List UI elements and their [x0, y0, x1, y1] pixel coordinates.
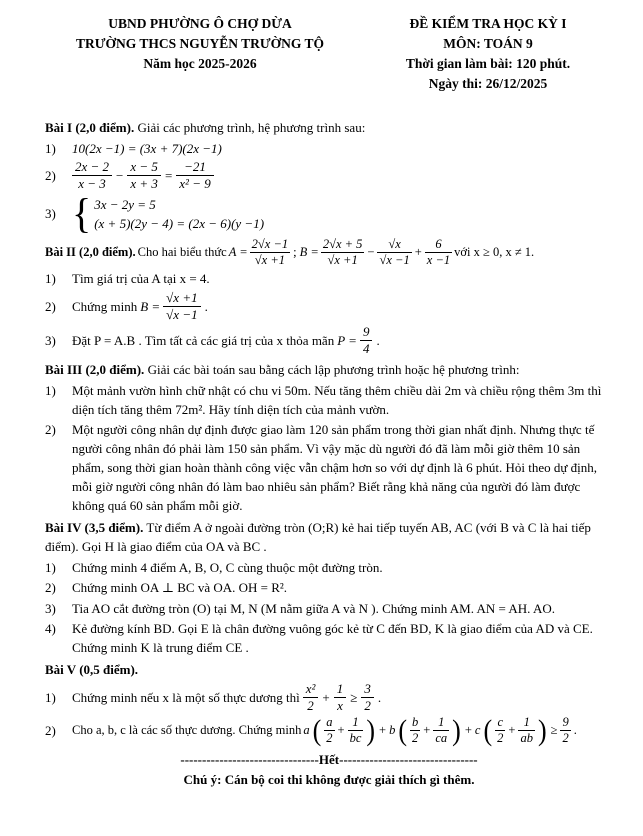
item-text: Chứng minh OA ⊥ BC và OA. OH = R². — [72, 580, 288, 595]
item-number: 3) — [45, 600, 56, 616]
fraction: $\frac{1}{bc}$ — [349, 715, 362, 745]
bai-3-item-1 — [45, 381, 613, 419]
geq-sign: ≥ — [350, 689, 358, 705]
item-number: 1) — [45, 559, 56, 575]
bai-1-item-2 — [45, 159, 613, 192]
bai-3-heading — [45, 360, 613, 379]
bai-1-intro: Giải các phương trình, hệ phương trình sau: — [137, 120, 366, 135]
bai-4-title: Bài IV (3,5 điểm). — [45, 520, 144, 535]
school-year: Năm học 2025-2026 — [143, 56, 257, 71]
bai-5-item-2 — [45, 715, 613, 746]
system-equation-1: 3x − 2y = 5 — [94, 196, 156, 212]
item-number: 1) — [45, 382, 56, 398]
close-paren: ) — [366, 713, 376, 747]
item-number: 2) — [45, 422, 56, 437]
bai-4-item-4 — [45, 619, 613, 657]
fraction: $\frac{3}{2}$ — [361, 681, 374, 714]
expr-a-lhs: A = — [228, 244, 248, 259]
open-paren: ( — [312, 713, 322, 747]
minus-sign: − — [116, 168, 124, 183]
section-bai-4 — [45, 518, 613, 657]
school-info-block — [45, 14, 355, 94]
fraction: $\frac{9}{4}$ — [360, 324, 373, 357]
item-number: 4) — [45, 621, 56, 636]
bai-1-heading — [45, 118, 613, 137]
item-text: Một mảnh vườn hình chữ nhật có chu vi 50m. Nếu tăng thêm chiều dài 2m và chiều rộng thêm 3m thì diện tích tăng thêm 72m². Hãy tính diện tích của mảnh vườn. — [72, 382, 602, 417]
item-text: Chứng minh — [72, 298, 138, 314]
bai-5-heading — [45, 660, 613, 679]
bai-3-item-2 — [45, 420, 613, 515]
geq-sign: ≥ — [550, 723, 558, 737]
equation — [72, 159, 613, 192]
system-equation-2: (x + 5)(2y − 4) = (2x − 6)(y −1) — [94, 215, 265, 231]
end-divider — [45, 750, 613, 769]
fraction: $\frac{√x}{√x -1}$ — [379, 236, 410, 267]
bai-5-title: Bài V (0,5 điểm). — [45, 662, 139, 677]
item-text: Kẻ đường kính BD. Gọi E là chân đường vuông góc kẻ từ C đến BD, K là giao điểm của AD và CE. Chứng minh K là trung điểm CE . — [72, 621, 593, 655]
open-paren: ( — [483, 713, 493, 747]
period: . — [376, 333, 380, 348]
bai-2-item-1 — [45, 269, 613, 288]
bai-2-heading — [45, 237, 613, 268]
bai-1-item-1 — [45, 139, 613, 158]
item-text: Tìm giá trị của A tại x = 4. — [72, 271, 210, 286]
plus-sign: + — [464, 723, 472, 737]
exam-duration: Thời gian làm bài: 120 phút. — [405, 56, 571, 71]
plus-sign: + — [508, 723, 516, 737]
equation: 10(2x −1) = (3x + 7)(2x −1) — [72, 140, 222, 156]
divider-dashes-left: -------------------------------- — [180, 752, 319, 767]
bai-2-title: Bài II (2,0 điểm). — [45, 244, 136, 259]
fraction: $\frac{2√x + 5}{√x +1}$ — [322, 236, 363, 267]
bai-2-item-3 — [45, 324, 613, 357]
plus-sign: + — [414, 244, 422, 259]
item-number: 2) — [45, 723, 56, 738]
item-number: 1) — [45, 140, 56, 156]
expr-b-lhs: B = — [299, 244, 319, 259]
period: . — [573, 723, 577, 737]
plus-sign: + — [322, 689, 330, 705]
fraction: $\frac{c}{2}$ — [497, 715, 504, 745]
section-bai-2 — [45, 237, 613, 358]
bai-5-item-1 — [45, 681, 613, 714]
equation-system — [72, 189, 613, 237]
item-number: 3) — [45, 206, 56, 221]
fraction: $\frac{1}{ab}$ — [520, 715, 533, 745]
plus-sign: + — [337, 723, 345, 737]
item-text: Một người công nhân dự định được giao làm 120 sản phẩm trong thời gian nhất định. Nhưng thực tế người công nhân đó phải làm 150 sản phẩm. Vì vậy mặc dù người đó đã làm mỗi giờ thêm 10 sản phẩm, song thời gian hoàn thành công việc vẫn chậm hơn so với dự định là 6 phút. Hỏi theo dự định, mỗi giờ người công nhân đó làm bao nhiêu sản phẩm? Biết rằng khả năng của người đó làm được không quá 60 sản phẩm mỗi giờ. — [72, 422, 598, 513]
bai-3-intro: Giải các bài toán sau bằng cách lập phương trình hoặc hệ phương trình: — [147, 362, 520, 377]
school-name: TRƯỜNG THCS NGUYỄN TRƯỜNG TỘ — [75, 36, 325, 51]
item-text: Tia AO cắt đường tròn (O) tại M, N (M nằm giữa A và N ). Chứng minh AM. AN = AH. AO. — [72, 600, 555, 616]
fraction: $\frac{\text{x²}}{2}$ — [303, 681, 319, 714]
fraction: $\frac{2√x -1}{√x +1}$ — [251, 236, 289, 267]
item-number: 3) — [45, 333, 56, 348]
divider-dashes-right: -------------------------------- — [339, 752, 478, 767]
item-number: 2) — [45, 168, 56, 183]
period: . — [377, 689, 382, 705]
bai-4-intro: Từ điểm A ở ngoài đường tròn (O;R) kẻ hai tiếp tuyến AB, AC (với B và C là hai tiếp điểm). Gọi H là giao điểm của OA và BC . — [45, 520, 591, 554]
bai-4-heading — [45, 518, 613, 556]
fraction: $\frac{b}{2}$ — [412, 715, 419, 745]
coefficient: a — [303, 723, 310, 737]
bai-2-item-2 — [45, 290, 613, 323]
fraction: $\frac{1}{x}$ — [334, 681, 347, 714]
item-number: 1) — [45, 689, 56, 705]
equals-sign: = — [164, 168, 173, 183]
coefficient: c — [474, 723, 481, 737]
section-bai-3 — [45, 360, 613, 515]
exam-subject: MÔN: TOÁN 9 — [443, 36, 533, 51]
item-number: 1) — [45, 271, 56, 286]
open-paren: ( — [398, 713, 408, 747]
item-text: Chứng minh nếu x là một số thực dương thì — [72, 689, 300, 705]
close-paren: ) — [452, 713, 461, 747]
expr-p-lhs: P = — [337, 333, 357, 348]
exam-date: Ngày thi: 26/12/2025 — [428, 76, 548, 91]
end-label: Hết — [318, 752, 340, 767]
org-name: UBND PHƯỜNG Ô CHỢ DỪA — [108, 16, 292, 31]
bai-1-item-3 — [45, 189, 613, 237]
bai-1-title: Bài I (2,0 điểm). — [45, 120, 135, 135]
plus-sign: + — [423, 723, 431, 737]
fraction: $\frac{1}{ca}$ — [435, 715, 448, 745]
fraction: $\frac{x - 5}{x + 3}$ — [127, 159, 161, 192]
bai-2-intro: Cho hai biểu thức — [137, 244, 227, 259]
condition-text: với x ≥ 0, x ≠ 1. — [454, 244, 535, 259]
semicolon: ; — [293, 244, 297, 259]
item-text: Đặt P = A.B . Tìm tất cả các giá trị của x thỏa mãn — [72, 333, 335, 348]
coefficient: b — [389, 723, 396, 737]
expr-b-lhs: B = — [140, 298, 161, 314]
period: . — [204, 298, 208, 314]
fraction: $\frac{9}{2}$ — [562, 715, 569, 745]
bai-3-title: Bài III (2,0 điểm). — [45, 362, 145, 377]
item-text: Chứng minh 4 điểm A, B, O, C cùng thuộc một đường tròn. — [72, 559, 383, 575]
fraction: $\frac{a}{2}$ — [326, 715, 333, 745]
bai-4-item-3 — [45, 599, 613, 618]
item-number: 2) — [45, 298, 56, 314]
fraction: $\frac{√x +1}{√x -1}$ — [163, 290, 200, 323]
bai-4-item-2 — [45, 578, 613, 597]
exam-info-block — [363, 14, 613, 94]
fraction: $\frac{6}{x -1}$ — [426, 236, 451, 267]
close-paren: ) — [537, 713, 547, 747]
item-text: Cho a, b, c là các số thực dương. Chứng minh — [72, 723, 302, 737]
minus-sign: − — [367, 244, 375, 259]
proctor-note: Chú ý: Cán bộ coi thi không được giải thích gì thêm. — [183, 772, 475, 787]
system-brace: { — [72, 189, 92, 237]
document-header — [45, 14, 613, 94]
section-bai-1 — [45, 118, 613, 237]
fraction: $\frac{-21}{\text{x² − 9}}$ — [176, 159, 213, 192]
fraction: $\frac{2x - 2}{x - 3}$ — [72, 159, 112, 192]
item-number: 2) — [45, 580, 56, 595]
bai-4-item-1 — [45, 558, 613, 577]
section-bai-5 — [45, 660, 613, 746]
exam-title: ĐỀ KIỂM TRA HỌC KỲ I — [409, 16, 567, 31]
plus-sign: + — [379, 723, 387, 737]
